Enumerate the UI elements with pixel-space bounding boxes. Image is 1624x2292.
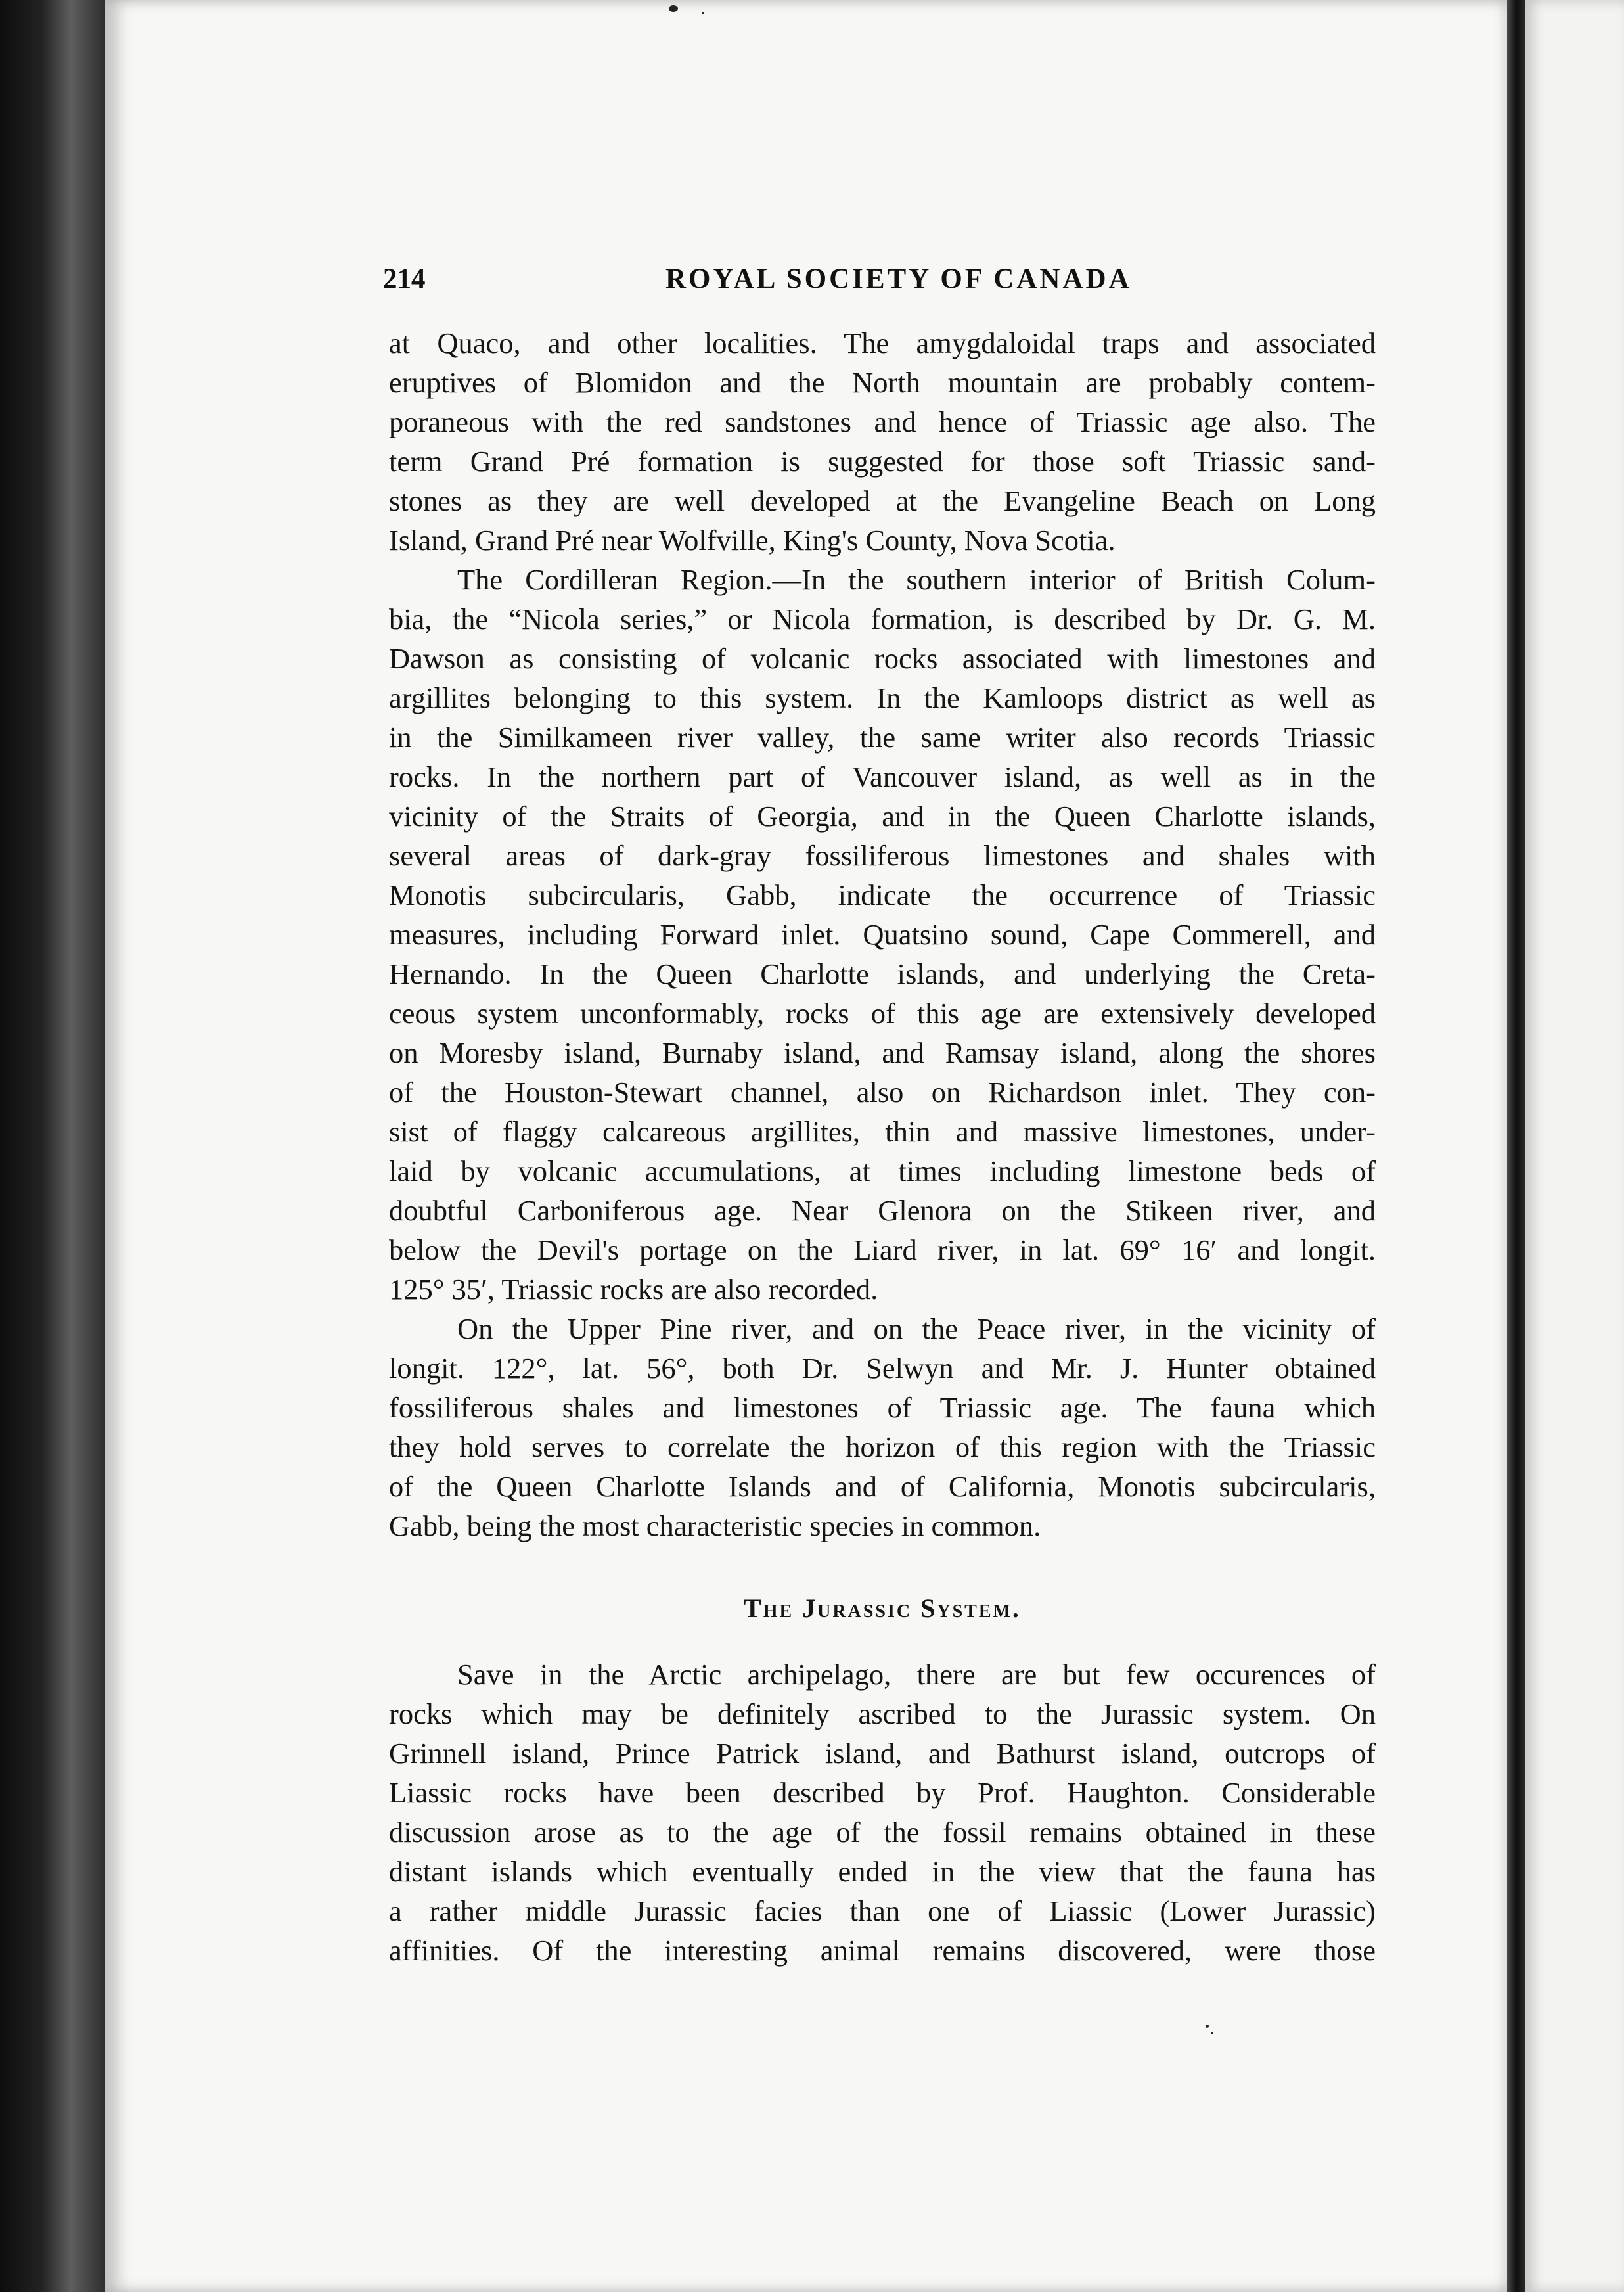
text-line: in the Similkameen river valley, the same writer also records Triassic	[389, 721, 1376, 754]
text-line: fossiliferous shales and limestones of Triassic age. The fauna which	[389, 1391, 1376, 1424]
text-line: Hernando. In the Queen Charlotte islands, and underlying the Creta-	[389, 957, 1376, 990]
text-line: Save in the Arctic archipelago, there are but few occurences of	[457, 1658, 1376, 1691]
running-title: ROYAL SOCIETY OF CANADA	[665, 264, 1132, 294]
text-line: longit. 122°, lat. 56°, both Dr. Selwyn and Mr. J. Hunter obtained	[389, 1352, 1376, 1385]
text-line: Liassic rocks have been described by Prof. Haughton. Considerable	[389, 1776, 1376, 1809]
scan-speck	[669, 5, 678, 12]
text-line: vicinity of the Straits of Georgia, and in the Queen Charlotte islands,	[389, 800, 1376, 833]
text-line: distant islands which eventually ended in the view that the fauna has	[389, 1855, 1376, 1888]
text-line: eruptives of Blomidon and the North mountain are probably contem-	[389, 366, 1376, 399]
text-line: Island, Grand Pré near Wolfville, King's County, Nova Scotia.	[389, 524, 1116, 557]
text-line: measures, including Forward inlet. Quatsino sound, Cape Commerell, and	[389, 918, 1376, 951]
section-heading-jurassic-system: The Jurassic System.	[744, 1593, 1021, 1623]
right-gutter-shadow	[1507, 0, 1525, 2292]
text-line: stones as they are well developed at the Evangeline Beach on Long	[389, 484, 1376, 517]
adjacent-page-edge	[1525, 0, 1624, 2292]
text-line: below the Devil's portage on the Liard river, in lat. 69° 16′ and longit.	[389, 1233, 1376, 1266]
text-line: On the Upper Pine river, and on the Peace river, in the vicinity of	[457, 1312, 1376, 1345]
text-line: on Moresby island, Burnaby island, and Ramsay island, along the shores	[389, 1036, 1376, 1069]
scan-speck	[702, 12, 704, 14]
text-line: discussion arose as to the age of the fossil remains obtained in these	[389, 1816, 1376, 1848]
text-line: 125° 35′, Triassic rocks are also recorded.	[389, 1273, 878, 1306]
text-line: Dawson as consisting of volcanic rocks associated with limestones and	[389, 642, 1376, 675]
text-line: ceous system unconformably, rocks of this age are extensively developed	[389, 997, 1376, 1030]
text-line: affinities. Of the interesting animal remains discovered, were those	[389, 1934, 1376, 1967]
text-line: of the Houston-Stewart channel, also on Richardson inlet. They con-	[389, 1076, 1376, 1109]
page-body	[389, 323, 1376, 1970]
text-line: at Quaco, and other localities. The amygdaloidal traps and associated	[389, 327, 1376, 359]
text-line: several areas of dark-gray fossiliferous limestones and shales with	[389, 839, 1376, 872]
text-line: doubtful Carboniferous age. Near Glenora on the Stikeen river, and	[389, 1194, 1376, 1227]
text-line: a rather middle Jurassic facies than one of Liassic (Lower Jurassic)	[389, 1894, 1376, 1927]
page-number: 214	[383, 264, 426, 294]
text-line: argillites belonging to this system. In the Kamloops district as well as	[389, 681, 1376, 714]
paragraph-upper-pine-river	[389, 1309, 1376, 1546]
text-line: The Cordilleran Region.—In the southern interior of British Colum-	[457, 563, 1376, 596]
text-line: Gabb, being the most characteristic species in common.	[389, 1509, 1041, 1542]
text-line: laid by volcanic accumulations, at times including limestone beds of	[389, 1155, 1376, 1187]
scan-speck	[1206, 2025, 1209, 2028]
paragraph	[389, 323, 1376, 560]
page-header	[383, 256, 1382, 302]
text-line: rocks which may be definitely ascribed to the Jurassic system. On	[389, 1697, 1376, 1730]
text-line: rocks. In the northern part of Vancouver island, as well as in the	[389, 760, 1376, 793]
text-line: Monotis subcircularis, Gabb, indicate the occurrence of Triassic	[389, 879, 1376, 911]
text-line: poraneous with the red sandstones and hence of Triassic age also. The	[389, 405, 1376, 438]
paragraph-jurassic-system	[389, 1655, 1376, 1970]
paragraph-cordilleran-region	[389, 560, 1376, 1309]
text-line: they hold serves to correlate the horizon of this region with the Triassic	[389, 1431, 1376, 1463]
book-binding-edge	[0, 0, 118, 2292]
scan-speck	[1211, 2032, 1213, 2034]
text-line: sist of flaggy calcareous argillites, thin and massive limestones, under-	[389, 1115, 1376, 1148]
text-line: bia, the “Nicola series,” or Nicola formation, is described by Dr. G. M.	[389, 603, 1376, 635]
text-line: term Grand Pré formation is suggested for those soft Triassic sand-	[389, 445, 1376, 478]
text-line: Grinnell island, Prince Patrick island, and Bathurst island, outcrops of	[389, 1737, 1376, 1770]
text-line: of the Queen Charlotte Islands and of California, Monotis subcircularis,	[389, 1470, 1376, 1503]
